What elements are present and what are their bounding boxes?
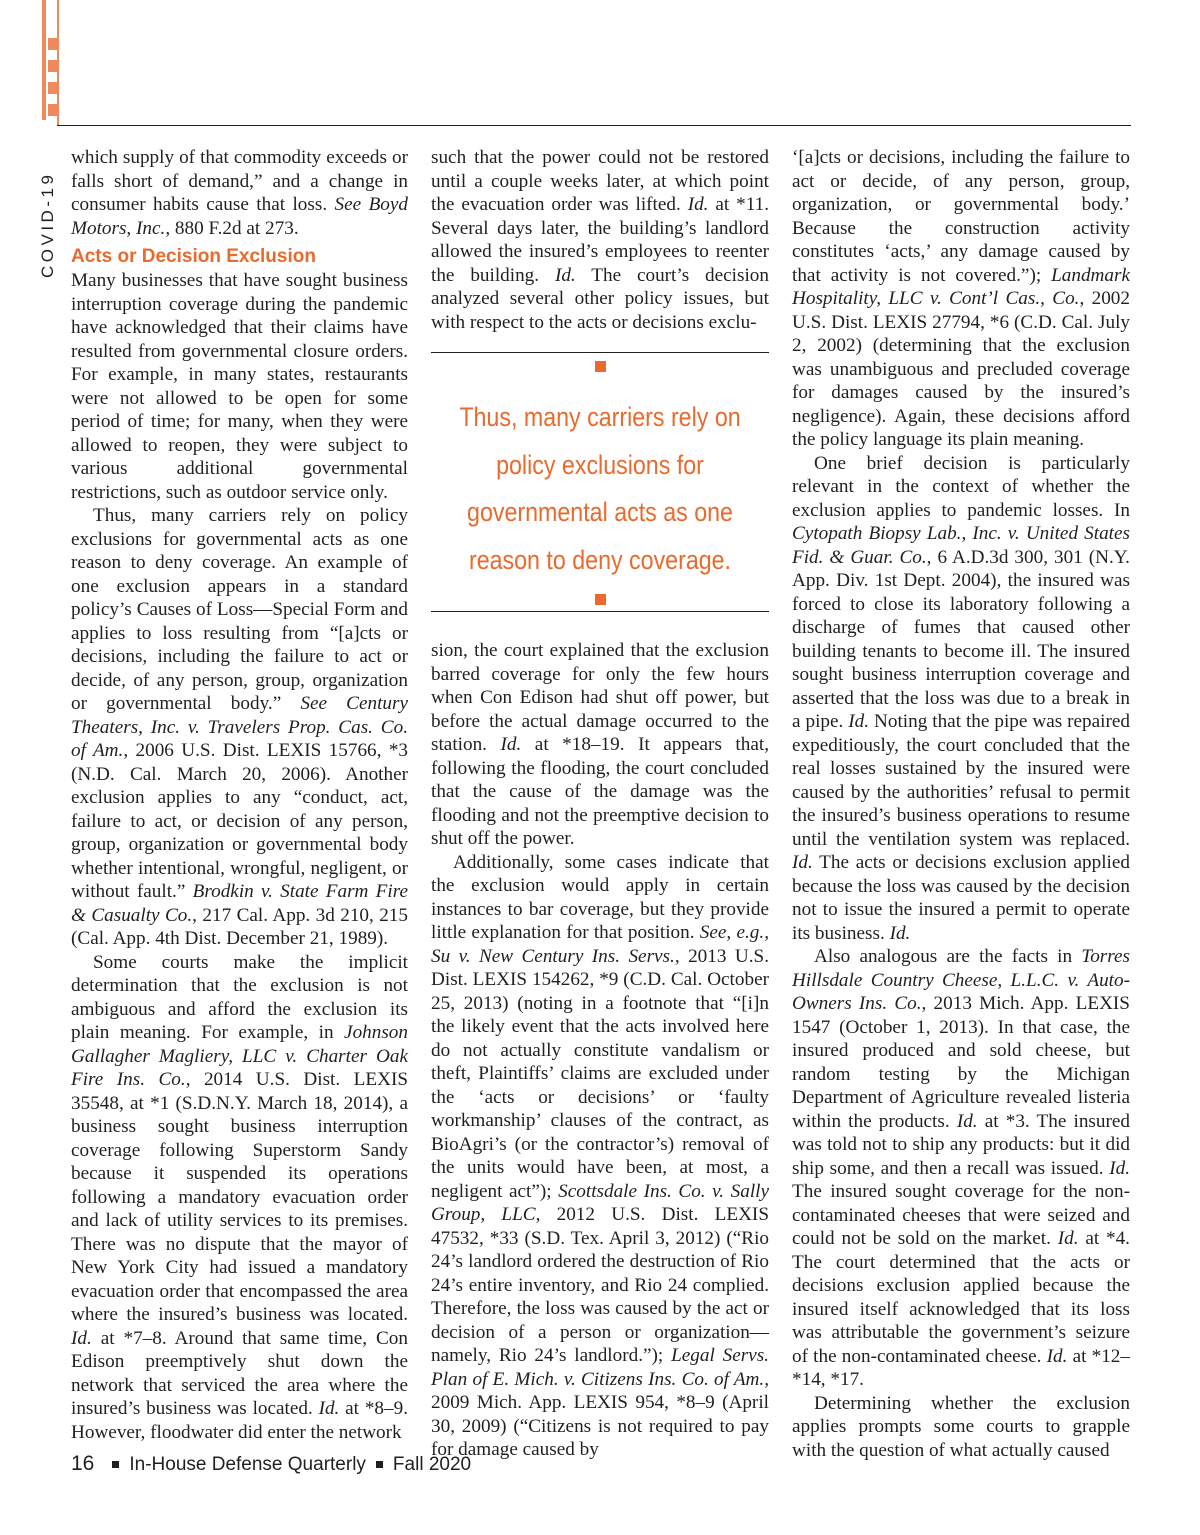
paragraph: Additionally, some cases indicate that the exclusion would apply in certain instances to bar coverage, but they provide little explanation for that position. See, e.g., Su v. New Century Ins. Servs., 2013 U.S. Dist. LEXIS 154262, *9 (C.D. Cal. October 25, 2013) (noting in a footnote that “[i]n the likely event that the acts involved here do not actually constitute vandalism or theft, Plaintiffs’ claims are excluded under the ‘acts or decisions’ or ‘faulty workmanship’ clauses of the contract, as BioAgri’s (or the contractor’s) removal of the units would have been, at most, a negligent act”); Scottsdale Ins. Co. v. Sally Group, LLC, 2012 U.S. Dist. LEXIS 47532, *33 (S.D. Tex. April 3, 2012) (“Rio 24’s landlord ordered the destruction of Rio 24’s entire inventory, and Rio 24 complied. Therefore, the loss was caused by the act or decision of a person or organization—namely, Rio 24’s landlord.”); Legal Servs. Plan of E. Mich. v. Citizens Ins. Co. of Am., 2009 Mich. App. LEXIS 954, *8–9 (April 30, 2009) (“Citizens is not required to pay for damage caused by bbox=[431, 851, 770, 1460]
paragraph: One brief decision is particularly relevant in the context of whether the exclusion applies to pandemic losses. In Cytopath Biopsy Lab., Inc. v. United States Fid. & Guar. Co., 6 A.D.3d 300, 301 (N.Y. App. Div. 1st Dept. 2004), the insured was forced to close its laboratory following a discharge of fumes that caused other building tenants to become ill. The insured sought business interruption coverage and asserted that the loss was due to a break in a pipe. Id. Noting that the pipe was repaired expeditiously, the court concluded that the real losses sustained by the insured were caused by the authorities’ refusal to permit the insured’s business operations to resume until the ventilation system was replaced. Id. The acts or decisions exclusion applied because the loss was caused by the decision not to issue the insured a permit to operate its business. Id. bbox=[792, 452, 1130, 944]
pull-quote-bottom-rule bbox=[431, 611, 769, 612]
paragraph: Determining whether the exclusion applies prompts some courts to grapple with the question of what actually caused bbox=[792, 1392, 1130, 1461]
column-2-bottom bbox=[431, 639, 769, 1462]
edge-tick-mark bbox=[48, 82, 57, 94]
section-heading: Acts or Decision Exclusion bbox=[71, 246, 316, 267]
pull-quote-square-icon bbox=[595, 594, 606, 605]
pull-quote-square-icon bbox=[595, 361, 606, 372]
edge-tick-mark bbox=[48, 60, 57, 72]
paragraph: Also analogous are the facts in Torres Hillsdale Country Cheese, L.L.C. v. Auto-Owners Ins. Co., 2013 Mich. App. LEXIS 1547 (October 1, 2013). In that case, the insured produced and sold cheese, but random testing by the Michigan Department of Agriculture revealed listeria within the products. Id. at *3. The insured was told not to ship any products: but it did ship some, and then a recall was issued. Id. The insured sought coverage for the non-contaminated cheeses that were seized and could not be sold on the market. Id. at *4. The court determined that the acts or decisions exclusion applied because the insured itself acknowledged that its loss was attributable the government’s seizure of the non-contaminated cheese. Id. at *12–*14, *17. bbox=[792, 946, 1130, 1390]
edge-accent-bar bbox=[42, 0, 46, 120]
header-rule bbox=[57, 125, 1131, 126]
pull-quote-text: Thus, many carriers rely on policy exclusions for governmental acts as one reason to deny coverage. bbox=[459, 402, 741, 575]
footer-square-icon bbox=[376, 1461, 383, 1468]
footer-square-icon bbox=[112, 1461, 119, 1468]
edge-tick-mark bbox=[48, 38, 57, 50]
paragraph: sion, the court explained that the exclusion barred coverage for only the few hours when Con Edison had shut off power, but before the actual damage occurred to the station. Id. at *18–19. It appears that, following the flooding, the court concluded that the cause of the damage was the flooding and not the preemptive decision to shut off the power. bbox=[431, 640, 770, 849]
paragraph: Many businesses that have sought business interruption coverage during the pandemic have acknowledged that their claims have resulted from governmental closure orders. For example, in many states, restaurants were not allowed to be open for some period of time; for many, when they were allowed to reopen, they were subject to various additional governmental restrictions, such as outdoor service only. bbox=[71, 270, 408, 503]
issue-label: Fall 2020 bbox=[392, 1454, 472, 1475]
pull-quote-top-rule bbox=[431, 352, 769, 353]
paragraph: which supply of that commodity exceeds or falls short of demand,” and a change in consumer habits cause that loss. See Boyd Motors, Inc., 880 F.2d at 273. bbox=[71, 147, 408, 239]
paragraph: Thus, many carriers rely on policy exclusions for governmental acts as one reason to deny coverage. An example of one exclusion appears in a standard policy’s Causes of Loss—Special Form and applies to loss resulting from “[a]cts or decisions, including the failure to act or decide, of any person, group, organization or governmental body.” See Century Theaters, Inc. v. Travelers Prop. Cas. Co. of Am., 2006 U.S. Dist. LEXIS 15766, *3 (N.D. Cal. March 20, 2006). Another exclusion applies to any “conduct, act, failure to act, or decision of any person, group, organization or governmental body whether intentional, wrongful, negligent, or without fault.” Brodkin v. State Farm Fire & Casualty Co., 217 Cal. App. 3d 210, 215 (Cal. App. 4th Dist. December 21, 1989). bbox=[71, 505, 409, 949]
column-3 bbox=[792, 146, 1130, 1462]
column-1 bbox=[71, 146, 408, 1444]
paragraph: ‘[a]cts or decisions, including the failure to act or decide, of any person, group, organization, or governmental body.’ Because the construction activity constitutes ‘acts,’ any damage caused by that activity is not covered.”); Landmark Hospitality, LLC v. Cont’l Cas., Co., 2002 U.S. Dist. LEXIS 27794, *6 (C.D. Cal. July 2, 2002) (determining that the exclusion was unambiguous and precluded coverage for damages caused by the insured’s negligence). Again, these decisions afford the policy language its plain meaning. bbox=[792, 147, 1130, 450]
column-2-top bbox=[431, 146, 769, 334]
section-tab-label: COVID-19 bbox=[38, 171, 57, 278]
paragraph: Some courts make the implicit determination that the exclusion is not ambiguous and afford the exclusion its plain meaning. For example, in Johnson Gallagher Magliery, LLC v. Charter Oak Fire Ins. Co., 2014 U.S. Dist. LEXIS 35548, at *1 (S.D.N.Y. March 18, 2014), a business sought business interruption coverage following Superstorm Sandy because it suspended its operations following a mandatory evacuation order and lack of utility services to its premises. There was no dispute that the mayor of New York City had issued a mandatory evacuation order that encompassed the area where the insured’s business was located. Id. at *7–8. Around that same time, Con Edison preemptively shut down the network that serviced the area where the insured’s business was located. Id. at *8–9. However, floodwater did enter the network bbox=[71, 951, 409, 1443]
paragraph: such that the power could not be restored until a couple weeks later, at which point the evacuation order was lifted. Id. at *11. Several days later, the building’s landlord allowed the insured’s employees to reenter the building. Id. The court’s decision analyzed several other policy issues, but with respect to the acts or decisions exclu- bbox=[431, 147, 769, 333]
page-number: 16 bbox=[71, 1452, 95, 1475]
pull-quote bbox=[431, 352, 769, 612]
edge-tick-mark bbox=[48, 104, 57, 116]
publication-name: In-House Defense Quarterly bbox=[129, 1454, 366, 1475]
page-footer bbox=[71, 1452, 471, 1476]
edge-divider-line bbox=[57, 0, 59, 125]
